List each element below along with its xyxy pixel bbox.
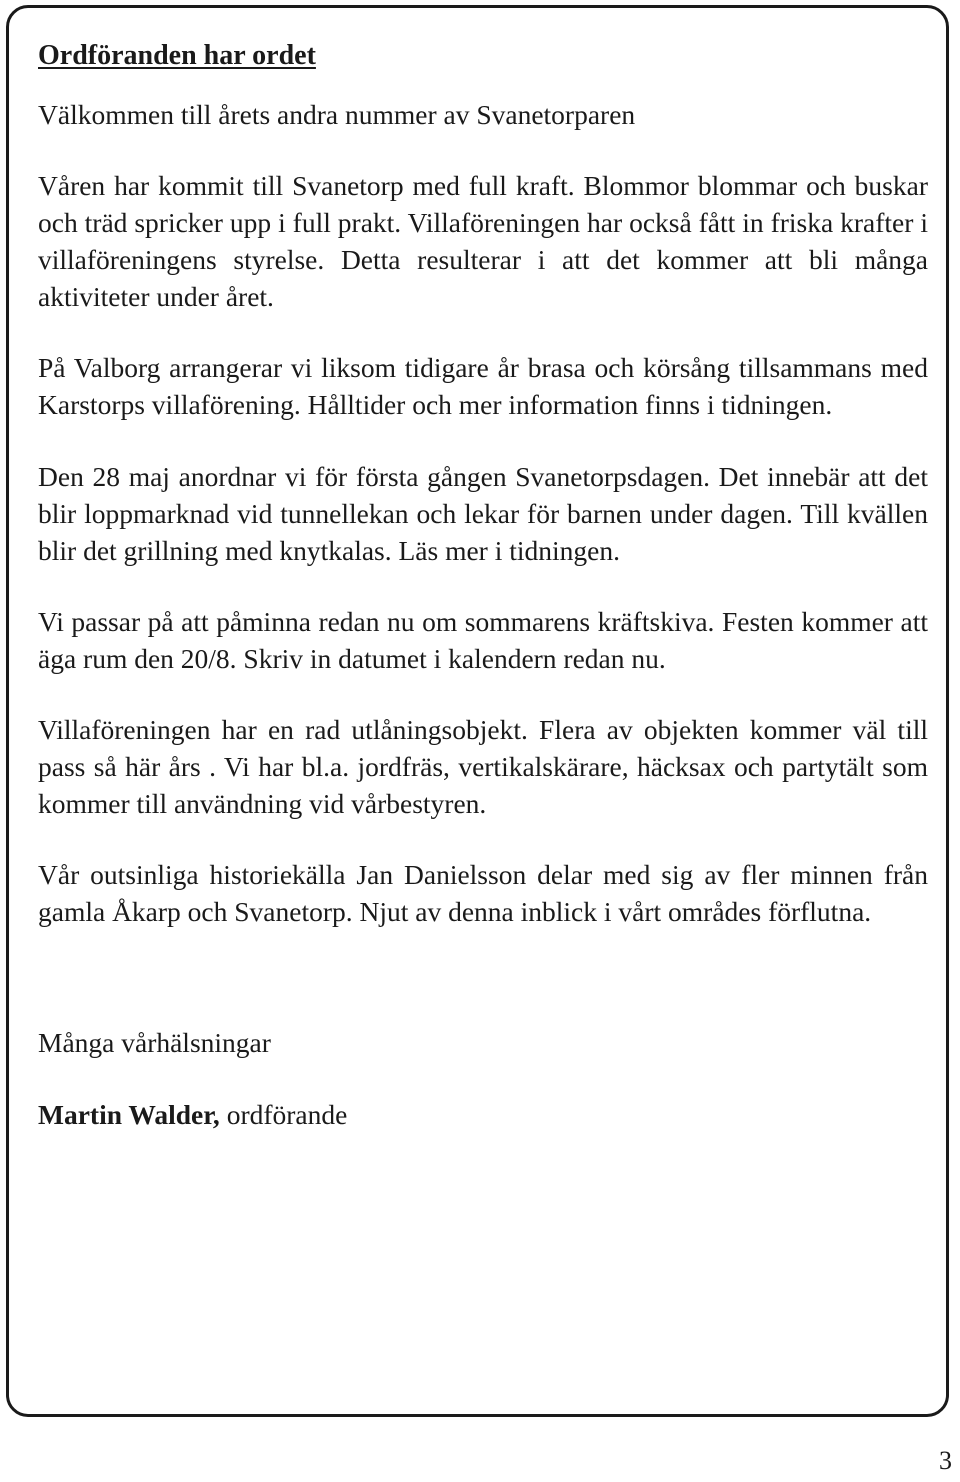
signature-name: Martin Walder, — [38, 1099, 220, 1130]
closing-greeting: Många vårhälsningar — [38, 1027, 271, 1058]
paragraph-svanetorpsdagen: Den 28 maj anordnar vi för första gången Svanetorpsdagen. Det innebär att det blir loppmarknad vid tunnellekan och lekar för barnen under dagen. Till kvällen blir det grillning med knytkalas. Läs mer i tidningen. — [38, 461, 928, 566]
page-number: 3 — [939, 1446, 952, 1475]
paragraph-spring: Våren har kommit till Svanetorp med full kraft. Blommor blommar och buskar och träd spricker upp i full prakt. Villaföreningen har också fått in friska krafter i villaföreningens styrelse. Detta resulterar i att det kommer att bli många aktiviteter under året. — [38, 170, 928, 312]
article — [38, 36, 928, 1133]
signature — [38, 1096, 928, 1133]
paragraph-kraftskiva: Vi passar på att påminna redan nu om sommarens kräftskiva. Festen kommer att äga rum den 20/8. Skriv in datumet i kalendern redan nu. — [38, 606, 928, 674]
paragraph-lending-items: Villaföreningen har en rad utlåningsobjekt. Flera av objekten kommer väl till pass så här års . Vi har bl.a. jordfräs, vertikalskärare, häcksax och partytält som kommer till användning vid vårbestyren. — [38, 714, 928, 819]
welcome-line: Välkommen till årets andra nummer av Svanetorparen — [38, 99, 636, 130]
paragraph-valborg: På Valborg arrangerar vi liksom tidigare år brasa och körsång tillsammans med Karstorps villaförening. Hålltider och mer information finns i tidningen. — [38, 352, 928, 420]
signature-role: ordförande — [219, 1099, 348, 1130]
paragraph-history: Vår outsinliga historiekälla Jan Danielsson delar med sig av fler minnen från gamla Åkarp och Svanetorp. Njut av denna inblick i vårt områdes förflutna. — [38, 859, 928, 927]
article-heading: Ordföranden har ordet — [38, 40, 316, 71]
